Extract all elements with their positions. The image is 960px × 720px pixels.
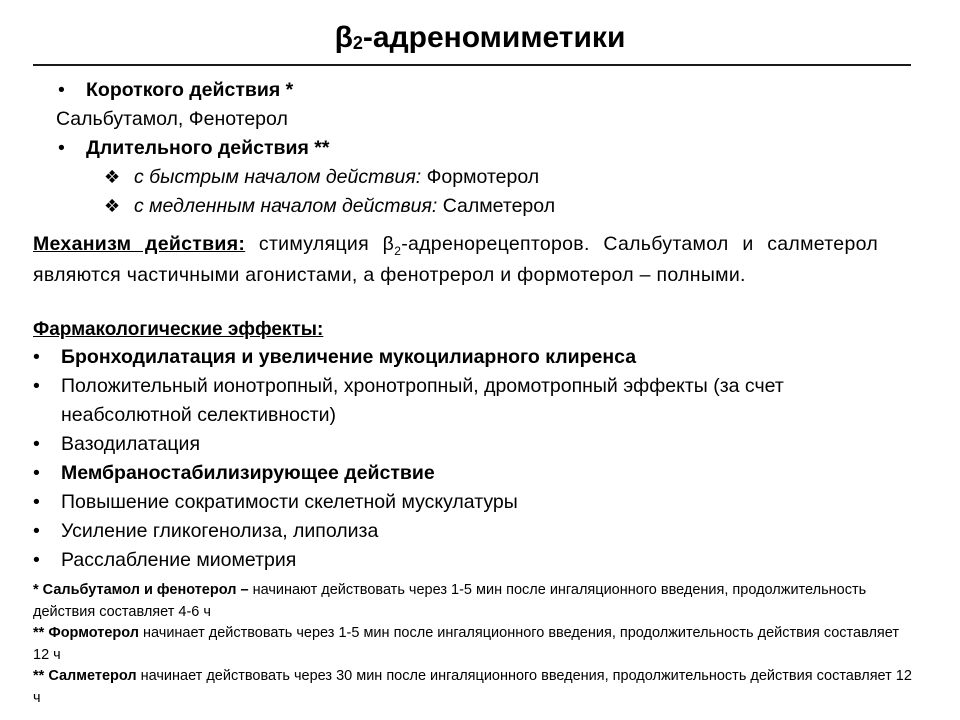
bullet-icon: •	[58, 79, 65, 101]
bullet-icon: •	[33, 549, 40, 571]
footnote-lead: ** Салметерол	[33, 668, 137, 684]
effect-text: Бронходилатация и увеличение мукоцилиарного клиренса	[61, 346, 637, 368]
effect-item	[33, 430, 913, 459]
fast-onset-item	[56, 163, 916, 192]
mechanism-subscript: 2	[394, 243, 402, 258]
short-acting-label: Короткого действия *	[86, 79, 294, 101]
effects-list	[33, 343, 913, 575]
footnote-lead: ** Формотерол	[33, 625, 139, 641]
title-text: -адреномиметики	[362, 21, 626, 54]
footnotes	[33, 580, 913, 709]
footnote	[33, 623, 913, 666]
mechanism-paragraph	[33, 229, 878, 291]
slow-onset-label: с медленным началом действия:	[134, 195, 438, 217]
effect-text: Расслабление миометрия	[61, 549, 297, 571]
mechanism-text-a: стимуляция β	[245, 233, 395, 255]
title-beta: β	[334, 21, 353, 54]
effect-item	[33, 372, 913, 430]
footnote	[33, 580, 913, 623]
bullet-icon: •	[33, 346, 40, 368]
effect-item	[33, 488, 913, 517]
slow-onset-item	[56, 192, 916, 221]
effect-item	[33, 459, 913, 488]
slide-title	[0, 16, 960, 65]
footnote-lead: * Сальбутамол и фенотерол –	[33, 582, 249, 598]
diamond-bullet-icon: ❖	[104, 196, 121, 216]
slow-onset-drug: Салметерол	[437, 195, 556, 217]
title-divider	[33, 64, 911, 66]
short-acting-item	[56, 76, 916, 105]
footnote	[33, 666, 913, 709]
bullet-icon: •	[33, 462, 40, 484]
mechanism-heading: Механизм действия:	[33, 233, 246, 255]
title-subscript: 2	[352, 33, 363, 53]
fast-onset-label: с быстрым началом действия:	[134, 166, 422, 188]
effect-text: Мембраностабилизирующее действие	[61, 462, 435, 484]
bullet-icon: •	[33, 375, 40, 397]
long-acting-label: Длительного действия **	[86, 137, 330, 159]
effect-text: Вазодилатация	[61, 433, 201, 455]
long-acting-item	[56, 134, 916, 163]
footnote-text: начинает действовать через 1-5 мин после ингаляционного введения, продолжительность действия составляет 12 ч	[33, 625, 900, 663]
bullet-icon: •	[33, 433, 40, 455]
fast-onset-drug: Формотерол	[421, 166, 540, 188]
bullet-icon: •	[33, 520, 40, 542]
effect-text: Усиление гликогенолиза, липолиза	[61, 520, 379, 542]
mechanism-text-b: -адренорецепторов. Сальбутамол и салметерол являются частичными агонистами, а фенотрерол и формотерол – полными.	[33, 233, 878, 286]
effect-text: Положительный ионотропный, хронотропный, дромотропный эффекты (за счет неабсолютной селективности)	[61, 375, 784, 426]
bullet-icon: •	[58, 137, 65, 159]
effect-item	[33, 517, 913, 546]
short-acting-drugs: Сальбутамол, Фенотерол	[56, 108, 288, 130]
effect-text: Повышение сократимости скелетной мускулатуры	[61, 491, 518, 513]
effect-item	[33, 343, 913, 372]
footnote-text: начинают действовать через 1-5 мин после ингаляционного введения, продолжительность действия составляет 4-6 ч	[33, 582, 867, 620]
bullet-icon: •	[33, 491, 40, 513]
effect-item	[33, 546, 913, 575]
diamond-bullet-icon: ❖	[104, 167, 121, 187]
drug-types	[56, 76, 916, 221]
footnote-text: начинает действовать через 30 мин после ингаляционного введения, продолжительность действия составляет 12 ч	[33, 668, 912, 706]
effects-heading: Фармакологические эффекты:	[33, 319, 324, 340]
